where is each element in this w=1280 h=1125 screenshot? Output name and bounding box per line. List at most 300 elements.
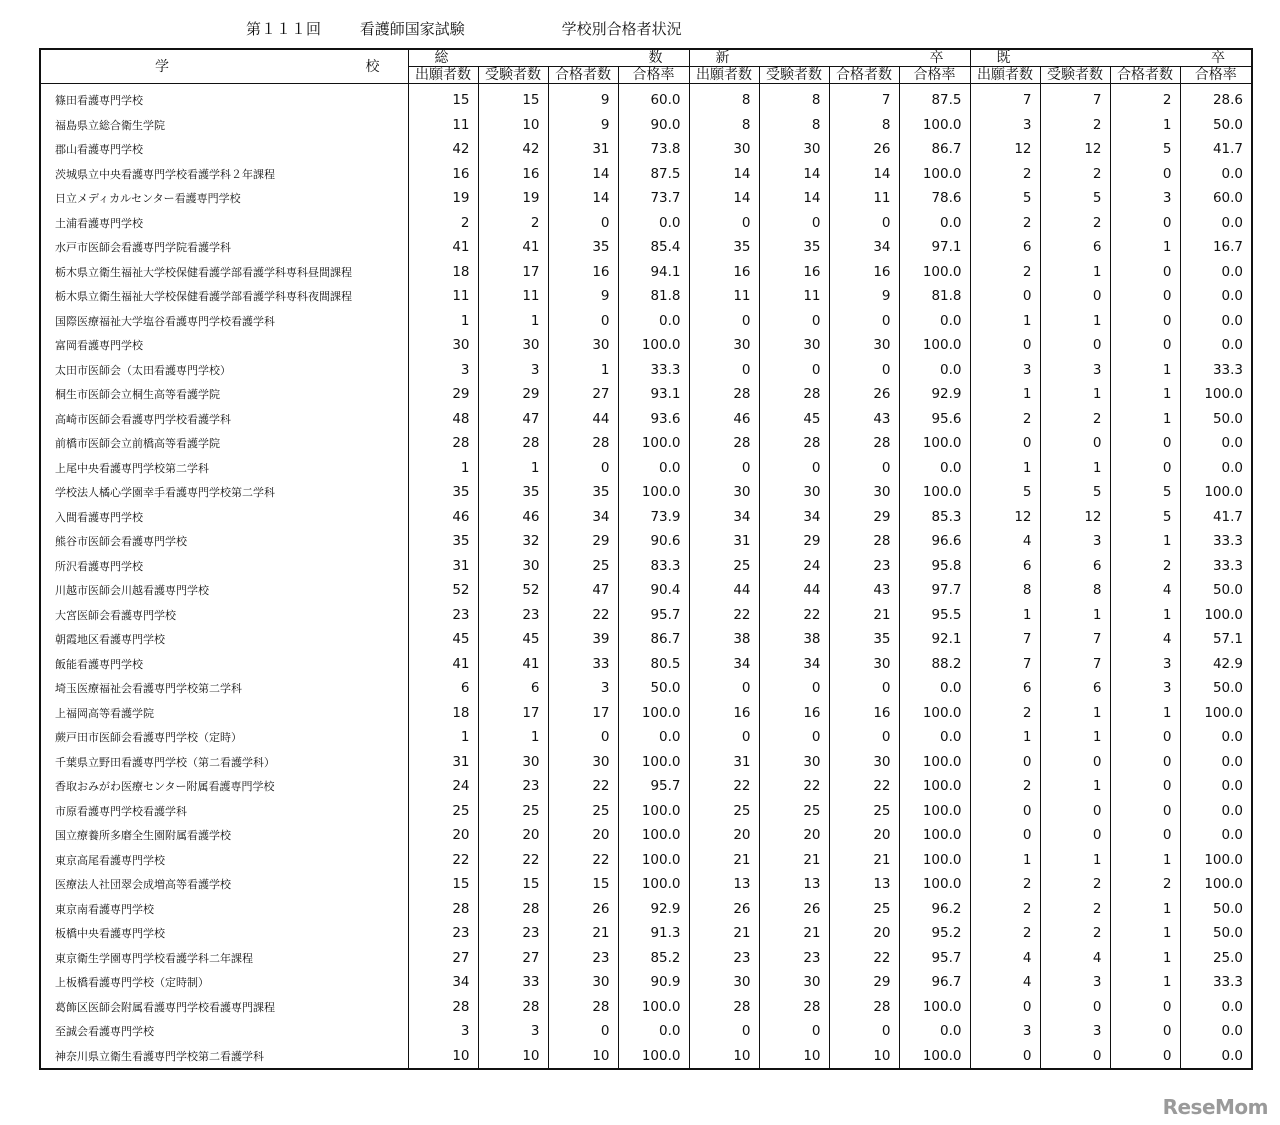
table-cell: 22 [408,848,478,873]
table-cell: 83.3 [618,554,689,579]
table-cell: 21 [759,921,829,946]
table-cell: 100.0 [899,1044,970,1070]
table-cell: 0.0 [899,676,970,701]
table-cell: 0 [689,309,759,334]
table-cell: 0 [1110,162,1180,187]
table-cell: 32 [478,529,548,554]
table-cell: 25 [829,897,899,922]
table-cell: 3 [1110,676,1180,701]
table-cell: 43 [829,578,899,603]
school-name: 土浦看護専門学校 [40,211,408,236]
table-cell: 23 [548,946,618,971]
table-cell: 10 [478,1044,548,1070]
table-cell: 0 [1040,823,1110,848]
table-cell: 11 [759,284,829,309]
school-name: 神奈川県立衛生看護専門学校第二看護学科 [40,1044,408,1070]
table-cell: 14 [759,186,829,211]
table-cell: 22 [829,946,899,971]
table-cell: 92.9 [618,897,689,922]
school-name: 富岡看護専門学校 [40,333,408,358]
table-cell: 1 [1110,407,1180,432]
table-cell: 6 [478,676,548,701]
table-cell: 6 [408,676,478,701]
table-cell: 88.2 [899,652,970,677]
table-row [40,260,1252,285]
table-cell: 1 [970,456,1040,481]
table-cell: 30 [478,750,548,775]
table-cell: 27 [548,382,618,407]
table-cell: 1 [408,725,478,750]
table-cell: 7 [970,652,1040,677]
table-cell: 22 [548,603,618,628]
table-cell: 12 [1040,137,1110,162]
table-cell: 2 [970,897,1040,922]
table-cell: 4 [1110,627,1180,652]
table-cell: 0.0 [899,725,970,750]
table-cell: 0.0 [1180,725,1252,750]
table-cell: 33 [478,970,548,995]
table-cell: 0 [1040,1044,1110,1070]
table-cell: 90.6 [618,529,689,554]
table-row [40,676,1252,701]
table-cell: 0 [1040,750,1110,775]
table-cell: 50.0 [1180,578,1252,603]
table-cell: 14 [548,186,618,211]
table-cell: 8 [689,84,759,113]
table-cell: 35 [408,480,478,505]
table-cell: 45 [408,627,478,652]
page-title [246,18,682,39]
table-cell: 19 [478,186,548,211]
table-cell: 0 [1040,995,1110,1020]
col-header: 受験者数 [1040,67,1110,84]
school-name: 学校法人橘心学園幸手看護専門学校第二学科 [40,480,408,505]
table-cell: 33.3 [1180,554,1252,579]
table-cell: 28 [689,382,759,407]
table-cell: 0 [829,358,899,383]
table-cell: 2 [970,211,1040,236]
school-name: 東京南看護専門学校 [40,897,408,922]
table-cell: 25 [548,554,618,579]
table-cell: 0 [689,211,759,236]
table-cell: 28 [548,431,618,456]
table-cell: 15 [548,872,618,897]
table-cell: 3 [1040,1019,1110,1044]
table-cell: 7 [829,84,899,113]
school-name: 高崎市医師会看護専門学校看護学科 [40,407,408,432]
table-cell: 30 [408,333,478,358]
table-cell: 13 [689,872,759,897]
school-name: 香取おみがわ医療センター附属看護専門学校 [40,774,408,799]
table-cell: 22 [478,848,548,873]
table-cell: 18 [408,701,478,726]
school-name: 埼玉医療福祉会看護専門学校第二学科 [40,676,408,701]
table-cell: 95.7 [618,774,689,799]
school-name: 至誠会看護専門学校 [40,1019,408,1044]
table-cell: 1 [1040,260,1110,285]
table-cell: 85.2 [618,946,689,971]
table-cell: 22 [829,774,899,799]
table-cell: 78.6 [899,186,970,211]
table-cell: 1 [1040,382,1110,407]
table-cell: 27 [408,946,478,971]
table-cell: 2 [970,260,1040,285]
school-name: 入間看護専門学校 [40,505,408,530]
table-cell: 28 [408,897,478,922]
table-cell: 2 [970,407,1040,432]
table-cell: 33.3 [618,358,689,383]
table-cell: 96.6 [899,529,970,554]
table-cell: 16.7 [1180,235,1252,260]
table-cell: 90.9 [618,970,689,995]
table-cell: 20 [759,823,829,848]
table-cell: 95.2 [899,921,970,946]
table-cell: 0 [1110,309,1180,334]
table-cell: 30 [478,554,548,579]
table-cell: 0 [1110,260,1180,285]
table-cell: 6 [970,554,1040,579]
table-cell: 1 [970,382,1040,407]
table-cell: 30 [759,750,829,775]
table-cell: 5 [1110,480,1180,505]
school-name: 熊谷市医師会看護専門学校 [40,529,408,554]
table-cell: 0.0 [899,211,970,236]
table-cell: 28 [408,995,478,1020]
school-name: 葛飾区医師会附属看護専門学校看護専門課程 [40,995,408,1020]
col-header: 合格率 [1180,67,1252,84]
table-cell: 31 [689,750,759,775]
table-cell: 26 [829,382,899,407]
table-cell: 90.0 [618,113,689,138]
table-cell: 0 [1040,799,1110,824]
table-cell: 1 [1040,701,1110,726]
table-cell: 0 [548,725,618,750]
table-cell: 100.0 [1180,872,1252,897]
table-cell: 31 [408,750,478,775]
table-cell: 28 [478,995,548,1020]
table-cell: 8 [829,113,899,138]
table-row [40,578,1252,603]
table-cell: 16 [408,162,478,187]
table-cell: 21 [829,603,899,628]
table-cell: 100.0 [618,750,689,775]
table-cell: 25 [408,799,478,824]
table-cell: 30 [759,137,829,162]
table-cell: 1 [408,309,478,334]
table-cell: 52 [478,578,548,603]
table-cell: 0 [548,309,618,334]
table-cell: 0 [829,456,899,481]
table-cell: 2 [970,921,1040,946]
table-cell: 21 [689,921,759,946]
table-cell: 100.0 [618,823,689,848]
col-header: 受験者数 [759,67,829,84]
table-cell: 0 [970,750,1040,775]
table-cell: 28 [829,995,899,1020]
table-cell: 35 [548,235,618,260]
table-row [40,823,1252,848]
table-cell: 19 [408,186,478,211]
table-cell: 7 [970,627,1040,652]
table-cell: 23 [408,921,478,946]
table-cell: 34 [548,505,618,530]
col-header: 合格率 [618,67,689,84]
table-cell: 1 [1110,603,1180,628]
table-cell: 12 [970,505,1040,530]
table-cell: 30 [548,750,618,775]
table-cell: 80.5 [618,652,689,677]
table-cell: 29 [408,382,478,407]
table-cell: 15 [478,84,548,113]
table-cell: 0 [970,799,1040,824]
table-cell: 100.0 [899,260,970,285]
table-cell: 3 [970,358,1040,383]
table-cell: 47 [478,407,548,432]
table-cell: 97.7 [899,578,970,603]
table-cell: 2 [970,701,1040,726]
table-cell: 100.0 [618,872,689,897]
table-cell: 13 [829,872,899,897]
table-cell: 11 [689,284,759,309]
col-header: 出願者数 [408,67,478,84]
table-cell: 0 [759,676,829,701]
table-cell: 41.7 [1180,505,1252,530]
table-cell: 50.0 [1180,921,1252,946]
table-cell: 50.0 [1180,407,1252,432]
table-cell: 31 [689,529,759,554]
table-cell: 12 [970,137,1040,162]
table-cell: 2 [1040,872,1110,897]
school-name: 上尾中央看護専門学校第二学科 [40,456,408,481]
table-cell: 8 [689,113,759,138]
table-cell: 0 [1110,774,1180,799]
table-cell: 35 [829,627,899,652]
table-cell: 0.0 [1180,823,1252,848]
table-cell: 0 [1040,333,1110,358]
table-cell: 14 [689,186,759,211]
table-cell: 14 [689,162,759,187]
table-cell: 26 [829,137,899,162]
table-cell: 10 [829,1044,899,1070]
table-cell: 45 [759,407,829,432]
table-cell: 20 [689,823,759,848]
table-cell: 100.0 [899,774,970,799]
table-cell: 0 [1110,211,1180,236]
table-cell: 3 [970,113,1040,138]
table-cell: 94.1 [618,260,689,285]
school-name: 栃木県立衛生福祉大学校保健看護学部看護学科専科昼間課程 [40,260,408,285]
table-cell: 0 [1110,823,1180,848]
table-cell: 3 [1040,970,1110,995]
table-cell: 26 [689,897,759,922]
table-cell: 30 [548,970,618,995]
table-cell: 87.5 [618,162,689,187]
table-cell: 25 [759,799,829,824]
table-cell: 30 [829,480,899,505]
table-row [40,995,1252,1020]
table-cell: 1 [1040,774,1110,799]
table-cell: 100.0 [899,480,970,505]
table-cell: 14 [548,162,618,187]
table-cell: 100.0 [618,701,689,726]
table-cell: 35 [548,480,618,505]
table-cell: 81.8 [899,284,970,309]
table-cell: 1 [1040,603,1110,628]
table-cell: 42 [478,137,548,162]
table-cell: 2 [478,211,548,236]
table-cell: 100.0 [899,333,970,358]
table-cell: 18 [408,260,478,285]
table-cell: 100.0 [618,995,689,1020]
table-row [40,946,1252,971]
table-cell: 0.0 [1180,309,1252,334]
table-cell: 35 [759,235,829,260]
table-cell: 0 [970,823,1040,848]
table-row [40,186,1252,211]
school-name: 所沢看護専門学校 [40,554,408,579]
table-cell: 100.0 [899,162,970,187]
table-cell: 11 [478,284,548,309]
table-cell: 8 [759,84,829,113]
table-cell: 46 [689,407,759,432]
table-cell: 22 [759,603,829,628]
table-cell: 50.0 [1180,113,1252,138]
table-cell: 30 [759,970,829,995]
table-cell: 38 [689,627,759,652]
table-cell: 1 [478,456,548,481]
table-cell: 0 [759,725,829,750]
table-cell: 0 [759,456,829,481]
table-cell: 25 [689,554,759,579]
table-cell: 0 [548,456,618,481]
table-cell: 1 [1110,382,1180,407]
table-cell: 46 [408,505,478,530]
table-row [40,652,1252,677]
table-cell: 27 [478,946,548,971]
table-cell: 12 [1040,505,1110,530]
table-cell: 4 [970,946,1040,971]
table-cell: 96.2 [899,897,970,922]
table-cell: 2 [1040,113,1110,138]
table-cell: 100.0 [618,480,689,505]
col-header: 合格率 [899,67,970,84]
table-cell: 8 [759,113,829,138]
table-cell: 1 [1040,848,1110,873]
table-cell: 0 [1040,431,1110,456]
table-cell: 4 [970,529,1040,554]
table-cell: 100.0 [1180,382,1252,407]
school-name: 飯能看護専門学校 [40,652,408,677]
col-header: 合格者数 [548,67,618,84]
table-cell: 28 [759,431,829,456]
table-cell: 1 [970,725,1040,750]
table-cell: 3 [970,1019,1040,1044]
table-cell: 95.8 [899,554,970,579]
table-cell: 0.0 [1180,284,1252,309]
table-cell: 23 [478,921,548,946]
table-cell: 3 [408,1019,478,1044]
table-cell: 23 [478,603,548,628]
table-cell: 0 [1110,750,1180,775]
table-cell: 0.0 [1180,995,1252,1020]
table-row [40,309,1252,334]
table-cell: 3 [1110,186,1180,211]
table-cell: 100.0 [899,113,970,138]
table-cell: 0 [1110,1044,1180,1070]
school-name: 板橋中央看護専門学校 [40,921,408,946]
table-cell: 5 [1110,505,1180,530]
table-cell: 44 [759,578,829,603]
table-row [40,921,1252,946]
table-cell: 21 [759,848,829,873]
table-cell: 100.0 [899,431,970,456]
table-cell: 30 [689,480,759,505]
table-cell: 50.0 [1180,676,1252,701]
table-cell: 11 [408,113,478,138]
table-row [40,137,1252,162]
table-cell: 0.0 [1180,456,1252,481]
table-cell: 100.0 [899,799,970,824]
school-name: 太田市医師会（太田看護専門学校） [40,358,408,383]
table-cell: 28 [478,897,548,922]
table-cell: 8 [1040,578,1110,603]
table-cell: 29 [759,529,829,554]
table-cell: 22 [689,603,759,628]
table-cell: 1 [1110,921,1180,946]
table-cell: 28 [829,431,899,456]
table-cell: 1 [1110,358,1180,383]
table-cell: 50.0 [618,676,689,701]
table-cell: 95.7 [618,603,689,628]
table-cell: 2 [1040,211,1110,236]
table-cell: 0 [759,211,829,236]
table-row [40,529,1252,554]
table-cell: 0 [689,456,759,481]
table-cell: 22 [548,848,618,873]
table-cell: 100.0 [1180,480,1252,505]
school-name: 茨城県立中央看護専門学校看護学科２年課程 [40,162,408,187]
table-cell: 100.0 [1180,848,1252,873]
table-row [40,456,1252,481]
table-cell: 96.7 [899,970,970,995]
table-cell: 0.0 [899,456,970,481]
table-cell: 34 [689,505,759,530]
table-cell: 22 [548,774,618,799]
table-cell: 0 [970,1044,1040,1070]
table-cell: 100.0 [618,333,689,358]
table-cell: 41 [478,652,548,677]
table-cell: 2 [1040,407,1110,432]
table-cell: 3 [548,676,618,701]
table-cell: 95.6 [899,407,970,432]
table-cell: 30 [689,333,759,358]
table-cell: 9 [548,84,618,113]
table-cell: 7 [1040,84,1110,113]
table-cell: 29 [548,529,618,554]
table-cell: 2 [1040,162,1110,187]
table-row [40,872,1252,897]
table-cell: 2 [970,872,1040,897]
table-cell: 100.0 [1180,603,1252,628]
table-cell: 10 [548,1044,618,1070]
table-cell: 0 [970,333,1040,358]
table-cell: 2 [1040,921,1110,946]
table-cell: 92.9 [899,382,970,407]
table-cell: 29 [829,970,899,995]
table-cell: 25 [689,799,759,824]
table-row [40,431,1252,456]
table-cell: 1 [478,725,548,750]
